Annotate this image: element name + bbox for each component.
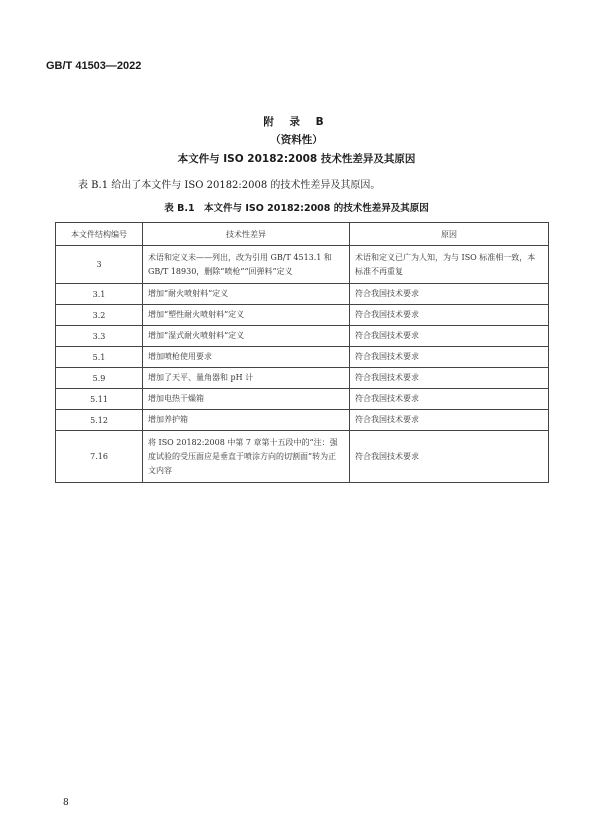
clause-cell: 5.11 xyxy=(56,389,143,410)
differences-table xyxy=(55,222,549,483)
reason-cell: 符合我国技术要求 xyxy=(350,431,549,483)
clause-cell: 5.9 xyxy=(56,368,143,389)
table-row xyxy=(56,246,549,284)
table-row xyxy=(56,326,549,347)
table-caption: 表 B.1 本文件与 ISO 20182:2008 的技术性差异及其原因 xyxy=(164,203,429,214)
standard-number: GB/T 41503—2022 xyxy=(46,60,142,72)
reason-cell: 符合我国技术要求 xyxy=(350,326,549,347)
page-number: 8 xyxy=(63,798,69,808)
table-row xyxy=(56,431,549,483)
clause-cell: 3 xyxy=(56,246,143,284)
table-header-row xyxy=(56,223,549,246)
difference-cell: 增加“塑性耐火喷射料”定义 xyxy=(143,305,350,326)
reason-cell: 符合我国技术要求 xyxy=(350,284,549,305)
difference-cell: 增加喷枪使用要求 xyxy=(143,347,350,368)
clause-cell: 5.12 xyxy=(56,410,143,431)
reason-cell: 符合我国技术要求 xyxy=(350,410,549,431)
header-reason: 原因 xyxy=(350,223,549,246)
difference-cell: 增加“耐火喷射料”定义 xyxy=(143,284,350,305)
table-row xyxy=(56,284,549,305)
difference-cell: 增加养护箱 xyxy=(143,410,350,431)
clause-cell: 5.1 xyxy=(56,347,143,368)
annex-title: 附 录 B xyxy=(263,116,330,128)
table-row xyxy=(56,389,549,410)
header-clause: 本文件结构编号 xyxy=(56,223,143,246)
clause-cell: 7.16 xyxy=(56,431,143,483)
clause-cell: 3.1 xyxy=(56,284,143,305)
annex-heading: 本文件与 ISO 20182:2008 技术性差异及其原因 xyxy=(177,153,416,165)
difference-cell: 增加“湿式耐火喷射料”定义 xyxy=(143,326,350,347)
reason-cell: 符合我国技术要求 xyxy=(350,389,549,410)
reason-cell: 术语和定义已广为人知，为与 ISO 标准相一致，本标准不再重复 xyxy=(350,246,549,284)
clause-cell: 3.2 xyxy=(56,305,143,326)
difference-cell: 增加电热干燥箱 xyxy=(143,389,350,410)
table-row xyxy=(56,368,549,389)
difference-cell: 将 ISO 20182:2008 中第 7 章第十五段中的“注：强度试验的受压面应是垂直于喷涂方向的切割面”转为正文内容 xyxy=(143,431,350,483)
intro-paragraph: 表 B.1 给出了本文件与 ISO 20182:2008 的技术性差异及其原因。 xyxy=(78,180,381,191)
table-row xyxy=(56,305,549,326)
annex-type: （资料性） xyxy=(270,134,323,146)
clause-cell: 3.3 xyxy=(56,326,143,347)
table-row xyxy=(56,347,549,368)
reason-cell: 符合我国技术要求 xyxy=(350,368,549,389)
table-row xyxy=(56,410,549,431)
difference-cell: 术语和定义未——列出，改为引用 GB/T 4513.1 和 GB/T 18930，删除“喷枪”“回弹料”定义 xyxy=(143,246,350,284)
reason-cell: 符合我国技术要求 xyxy=(350,305,549,326)
difference-cell: 增加了天平、量角器和 pH 计 xyxy=(143,368,350,389)
reason-cell: 符合我国技术要求 xyxy=(350,347,549,368)
header-difference: 技术性差异 xyxy=(143,223,350,246)
